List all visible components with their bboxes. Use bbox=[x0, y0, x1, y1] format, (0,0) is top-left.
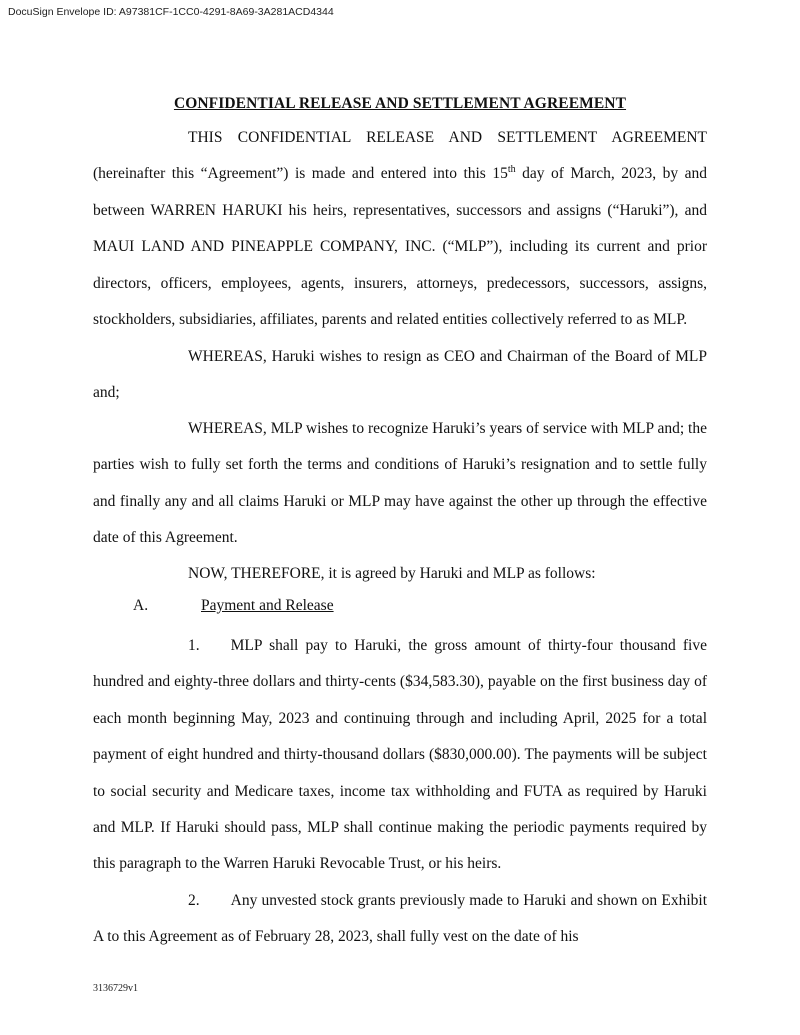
intro-superscript: th bbox=[507, 164, 516, 176]
section-a-label: A. bbox=[133, 597, 149, 614]
document-title: CONFIDENTIAL RELEASE AND SETTLEMENT AGREEMENT bbox=[173, 95, 627, 112]
section-a-heading bbox=[133, 596, 334, 616]
intro-text-part1: THIS CONFIDENTIAL RELEASE AND SETTLEMENT AGREEMENT (hereinafter this “Agreement”) is made and entered into this 15 bbox=[93, 129, 707, 183]
clause-2-paragraph: 2. Any unvested stock grants previously made to Haruki and shown on Exhibit A to this Agreement as of February 28, 2023, shall fully vest on the date of his bbox=[93, 892, 707, 946]
intro-text-part2: day of March, 2023, by and between WARREN HARUKI his heirs, representatives, successors and assigns (“Haruki”), and MAUI LAND AND PINEAPPLE COMPANY, INC. (“MLP”), including its current and prior directors, officers, employees, agents, insurers, attorneys, predecessors, successors, assigns, stockholders, subsidiaries, affiliates, parents and related entities collectively referred to as MLP. bbox=[93, 165, 707, 329]
document-footer-id: 3136729v1 bbox=[93, 983, 138, 994]
whereas-paragraph-2: WHEREAS, MLP wishes to recognize Haruki’s years of service with MLP and; the parties wish to fully set forth the terms and conditions of Haruki’s resignation and to settle fully and finally any and all claims Haruki or MLP may have against the other up through the effective date of this Agreement. bbox=[93, 420, 707, 547]
intro-paragraph bbox=[93, 120, 707, 338]
docusign-envelope-id: DocuSign Envelope ID: A97381CF-1CC0-4291-8A69-3A281ACD4344 bbox=[8, 6, 334, 18]
now-therefore-paragraph: NOW, THEREFORE, it is agreed by Haruki and MLP as follows: bbox=[188, 565, 596, 582]
whereas-paragraph-1: WHEREAS, Haruki wishes to resign as CEO and Chairman of the Board of MLP and; bbox=[93, 348, 707, 402]
clause-1-paragraph: 1. MLP shall pay to Haruki, the gross amount of thirty-four thousand five hundred and eighty-three dollars and thirty-cents ($34,583.30), payable on the first business day of each month beginning May, 2023 and continuing through and including April, 2025 for a total payment of eight hundred and thirty-thousand dollars ($830,000.00). The payments will be subject to social security and Medicare taxes, income tax withholding and FUTA as required by Haruki and MLP. If Haruki should pass, MLP shall continue making the periodic payments required by this paragraph to the Warren Haruki Revocable Trust, or his heirs. bbox=[93, 637, 707, 873]
section-a-title: Payment and Release bbox=[201, 597, 334, 614]
